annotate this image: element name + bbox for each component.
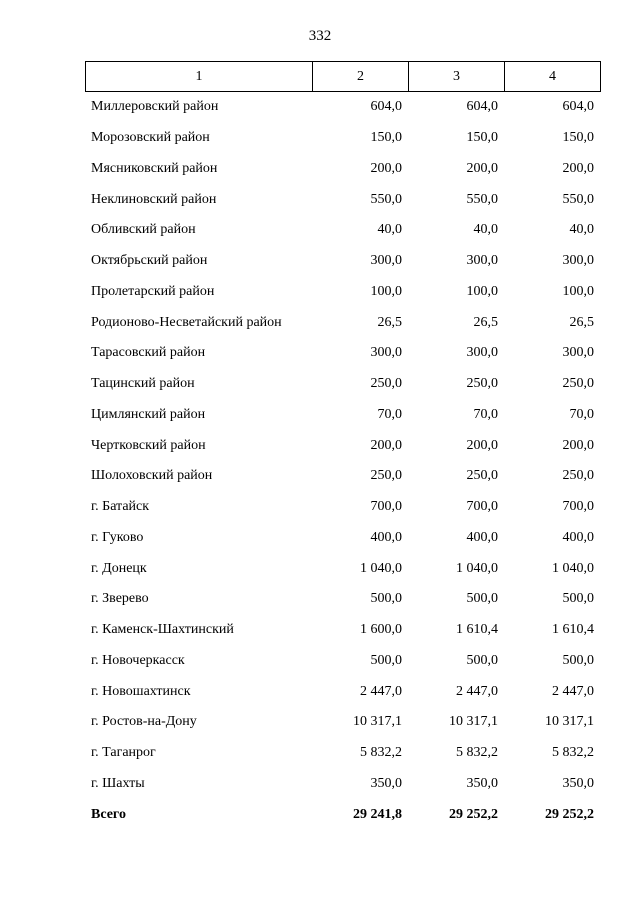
- row-value-col-2: 500,0: [370, 652, 402, 668]
- table-row: [85, 430, 600, 461]
- table-row: [85, 215, 600, 246]
- table-header: [85, 61, 601, 92]
- row-value-col-2: 550,0: [370, 191, 402, 207]
- row-value-col-4: 70,0: [569, 406, 594, 422]
- row-name: г. Ростов-на-Дону: [91, 714, 197, 730]
- table-row: [85, 123, 600, 154]
- row-value-col-2: 1 600,0: [360, 622, 402, 638]
- row-value-col-2: 100,0: [370, 283, 402, 299]
- row-value-col-2: 70,0: [377, 406, 402, 422]
- table-row: [85, 338, 600, 369]
- row-value-col-4: 100,0: [562, 283, 594, 299]
- row-value-col-2: 250,0: [370, 468, 402, 484]
- row-value-col-2: 150,0: [370, 130, 402, 146]
- row-value-col-3: 200,0: [466, 160, 498, 176]
- table-row: [85, 92, 600, 123]
- header-col-2: 2: [313, 62, 409, 92]
- total-value-col-3: 29 252,2: [449, 806, 498, 822]
- row-value-col-3: 10 317,1: [449, 714, 498, 730]
- row-name: г. Каменск-Шахтинский: [91, 622, 234, 638]
- row-value-col-4: 26,5: [569, 314, 594, 330]
- row-value-col-3: 700,0: [466, 499, 498, 515]
- row-value-col-2: 500,0: [370, 591, 402, 607]
- header-col-4: 4: [505, 62, 601, 92]
- total-value-col-4: 29 252,2: [545, 806, 594, 822]
- total-row: [85, 799, 600, 830]
- row-value-col-2: 26,5: [377, 314, 402, 330]
- table-row: [85, 369, 600, 400]
- row-value-col-2: 300,0: [370, 253, 402, 269]
- row-value-col-2: 2 447,0: [360, 683, 402, 699]
- row-value-col-4: 150,0: [562, 130, 594, 146]
- row-name: г. Новочеркасск: [91, 652, 185, 668]
- row-name: Тацинский район: [91, 376, 195, 392]
- row-name: Миллеровский район: [91, 99, 219, 115]
- table-row: [85, 646, 600, 677]
- row-value-col-2: 250,0: [370, 376, 402, 392]
- row-name: г. Гуково: [91, 529, 144, 545]
- row-value-col-3: 350,0: [466, 775, 498, 791]
- header-col-1: 1: [86, 62, 313, 92]
- row-name: Морозовский район: [91, 130, 210, 146]
- row-value-col-4: 550,0: [562, 191, 594, 207]
- table-row: [85, 492, 600, 523]
- row-value-col-3: 1 610,4: [456, 622, 498, 638]
- table-row: [85, 769, 600, 800]
- header-row: [86, 62, 601, 92]
- table-row: [85, 707, 600, 738]
- row-name: г. Шахты: [91, 775, 145, 791]
- row-name: Пролетарский район: [91, 283, 215, 299]
- row-value-col-2: 200,0: [370, 160, 402, 176]
- row-value-col-2: 5 832,2: [360, 745, 402, 761]
- header-col-3: 3: [409, 62, 505, 92]
- row-value-col-3: 250,0: [466, 468, 498, 484]
- row-value-col-3: 100,0: [466, 283, 498, 299]
- row-value-col-3: 500,0: [466, 591, 498, 607]
- data-table: [85, 92, 600, 830]
- row-value-col-4: 200,0: [562, 437, 594, 453]
- row-value-col-4: 1 610,4: [552, 622, 594, 638]
- row-name: Октябрьский район: [91, 253, 208, 269]
- row-value-col-4: 500,0: [562, 591, 594, 607]
- row-value-col-3: 70,0: [473, 406, 498, 422]
- row-value-col-2: 10 317,1: [353, 714, 402, 730]
- row-value-col-2: 300,0: [370, 345, 402, 361]
- row-name: Родионово-Несветайский район: [91, 314, 282, 330]
- row-value-col-4: 300,0: [562, 253, 594, 269]
- row-value-col-4: 10 317,1: [545, 714, 594, 730]
- row-name: г. Донецк: [91, 560, 147, 576]
- table-row: [85, 154, 600, 185]
- row-name: Неклиновский район: [91, 191, 217, 207]
- row-name: г. Новошахтинск: [91, 683, 191, 699]
- row-name: Мясниковский район: [91, 160, 218, 176]
- row-value-col-2: 400,0: [370, 529, 402, 545]
- row-name: Чертковский район: [91, 437, 206, 453]
- row-name: Шолоховский район: [91, 468, 213, 484]
- table-row: [85, 461, 600, 492]
- row-value-col-2: 1 040,0: [360, 560, 402, 576]
- total-value-col-2: 29 241,8: [353, 806, 402, 822]
- table-row: [85, 246, 600, 277]
- row-value-col-4: 250,0: [562, 376, 594, 392]
- row-value-col-4: 200,0: [562, 160, 594, 176]
- table-row: [85, 553, 600, 584]
- row-name: Обливский район: [91, 222, 196, 238]
- table-row: [85, 615, 600, 646]
- table-row: [85, 523, 600, 554]
- table-row: [85, 307, 600, 338]
- row-value-col-2: 40,0: [377, 222, 402, 238]
- row-value-col-3: 150,0: [466, 130, 498, 146]
- row-value-col-2: 700,0: [370, 499, 402, 515]
- row-name: Тарасовский район: [91, 345, 206, 361]
- row-value-col-3: 300,0: [466, 345, 498, 361]
- row-value-col-4: 300,0: [562, 345, 594, 361]
- row-value-col-4: 400,0: [562, 529, 594, 545]
- row-value-col-3: 2 447,0: [456, 683, 498, 699]
- row-value-col-3: 550,0: [466, 191, 498, 207]
- row-value-col-4: 40,0: [569, 222, 594, 238]
- row-value-col-3: 5 832,2: [456, 745, 498, 761]
- row-value-col-3: 300,0: [466, 253, 498, 269]
- row-value-col-2: 200,0: [370, 437, 402, 453]
- row-value-col-4: 5 832,2: [552, 745, 594, 761]
- table-row: [85, 400, 600, 431]
- table-row: [85, 676, 600, 707]
- row-name: г. Зверево: [91, 591, 149, 607]
- row-name: г. Таганрог: [91, 745, 156, 761]
- row-value-col-3: 1 040,0: [456, 560, 498, 576]
- table-row: [85, 738, 600, 769]
- row-value-col-4: 2 447,0: [552, 683, 594, 699]
- row-value-col-2: 350,0: [370, 775, 402, 791]
- row-value-col-2: 604,0: [370, 99, 402, 115]
- row-value-col-4: 500,0: [562, 652, 594, 668]
- row-value-col-4: 1 040,0: [552, 560, 594, 576]
- page-number: 332: [308, 28, 332, 44]
- row-value-col-3: 400,0: [466, 529, 498, 545]
- row-value-col-3: 604,0: [466, 99, 498, 115]
- row-value-col-3: 40,0: [473, 222, 498, 238]
- row-value-col-4: 250,0: [562, 468, 594, 484]
- row-value-col-3: 26,5: [473, 314, 498, 330]
- row-value-col-4: 700,0: [562, 499, 594, 515]
- table-row: [85, 184, 600, 215]
- row-value-col-3: 250,0: [466, 376, 498, 392]
- row-name: г. Батайск: [91, 499, 150, 515]
- row-name: Цимлянский район: [91, 406, 206, 422]
- table-row: [85, 584, 600, 615]
- total-label: Всего: [91, 806, 126, 822]
- row-value-col-3: 500,0: [466, 652, 498, 668]
- table-row: [85, 277, 600, 308]
- row-value-col-4: 604,0: [562, 99, 594, 115]
- row-value-col-3: 200,0: [466, 437, 498, 453]
- row-value-col-4: 350,0: [562, 775, 594, 791]
